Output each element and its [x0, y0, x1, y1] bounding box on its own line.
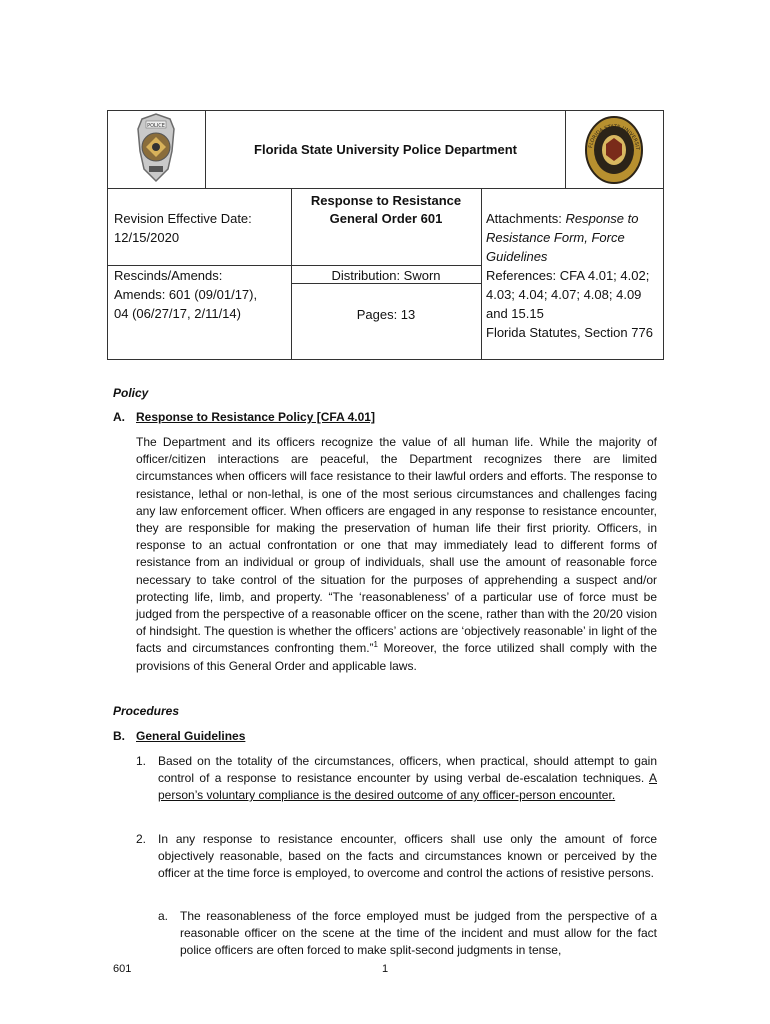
footer-order-number: 601	[113, 963, 132, 975]
rescinds-line1: Amends: 601 (09/01/17),	[114, 287, 258, 302]
attachments-label: Attachments:	[486, 211, 562, 226]
section-a-paragraph	[136, 434, 657, 675]
section-b-letter: B.	[113, 729, 125, 743]
pages-count: Pages: 13	[356, 307, 416, 322]
header-top-row	[108, 111, 663, 189]
item-2-text: In any response to resistance encounter, officers shall use only the amount of force objectively reasonable, based on the facts and circumstances known or perceived by the officer at the time force is employed, to overcome and control the actions of resistive persons.	[158, 832, 657, 881]
revision-label: Revision Effective Date:	[114, 211, 252, 226]
statutes: Florida Statutes, Section 776	[486, 325, 653, 340]
header-table	[107, 110, 664, 360]
police-badge-icon	[108, 111, 205, 188]
item-1-text: Based on the totality of the circumstances, officers, when practical, should attempt to gain control of a response to resistance encounter by using verbal de-escalation techniques.	[158, 754, 657, 786]
section-a-text: The Department and its officers recognize the value of all human life. While the majority of officer/citizen interactions are peaceful, the Department recognizes there are limited circumstances when officers will face resistance to their lawful orders and efforts. The response to resistance, lethal or non-lethal, is one of the most serious circumstances and challenges facing any law enforcement officer. When officers are engaged in any response to resistance encounter, they are responsible for making the preservation of human life their first priority. Officers, in response to an actual confrontation or one that may immediately lead to different forms of resistance from an individual or group of individuals, shall use the amount of reasonable force necessary to take control of the situation for the purposes of apprehending a suspect and/or protecting life, limb, and property. “The ‘reasonableness’ of a particular use of force must be judged from the perspective of a reasonable officer on the scene, rather than with the 20/20 vision of hindsight. The question is whether the officers’ actions are ‘objectively reasonable’ in light of the facts and circumstances confronting them.”	[136, 435, 657, 656]
table-divider	[481, 188, 482, 359]
section-a-title: Response to Resistance Policy [CFA 4.01]	[136, 410, 375, 424]
revision-date: 12/15/2020	[114, 230, 180, 245]
item-1-underlined: A person’s voluntary compliance is the desired outcome of any officer-person encounter.	[158, 771, 657, 803]
section-b-title: General Guidelines	[136, 729, 246, 743]
order-number: General Order 601	[329, 211, 443, 226]
attachments	[486, 209, 658, 266]
svg-text:POLICE: POLICE	[147, 123, 165, 129]
page-number: 1	[382, 963, 389, 975]
department-name: Florida State University Police Department	[254, 142, 517, 157]
item-1-number: 1.	[136, 754, 147, 768]
item-2-number: 2.	[136, 832, 147, 846]
attachments-value: Response to Resistance Form, Force Guidelines	[486, 211, 639, 264]
rescinds-line2: 04 (06/27/17, 2/11/14)	[114, 306, 241, 321]
svg-text:FLORIDA STATE UNIVERSITY: FLORIDA STATE UNIVERSIT	[588, 123, 641, 151]
item-1-paragraph	[158, 753, 657, 805]
distribution: Distribution: Sworn	[331, 268, 441, 283]
item-a-letter: a.	[158, 909, 169, 923]
references: References: CFA 4.01; 4.02; 4.03; 4.04; 4.07; 4.08; 4.09 and 15.15	[486, 268, 650, 321]
procedures-heading: Procedures	[113, 704, 180, 718]
item-a-text: The reasonableness of the force employed must be judged from the perspective of a reasonable officer on the scene at the time of the incident and must allow for the fact police officers are often forced to make split-second judgments in tense,	[180, 909, 657, 958]
document-title: Response to Resistance	[310, 193, 462, 208]
footnote-mark: 1	[373, 640, 378, 650]
section-a-letter: A.	[113, 410, 125, 424]
section-a-tail: Moreover, the force utilized shall comply with the provisions of this General Order and applicable laws.	[136, 641, 657, 673]
university-seal-icon	[566, 111, 663, 188]
rescinds-label: Rescinds/Amends:	[114, 268, 223, 283]
seal-cell	[565, 111, 663, 188]
badge-cell	[108, 111, 206, 188]
policy-heading: Policy	[113, 386, 149, 400]
